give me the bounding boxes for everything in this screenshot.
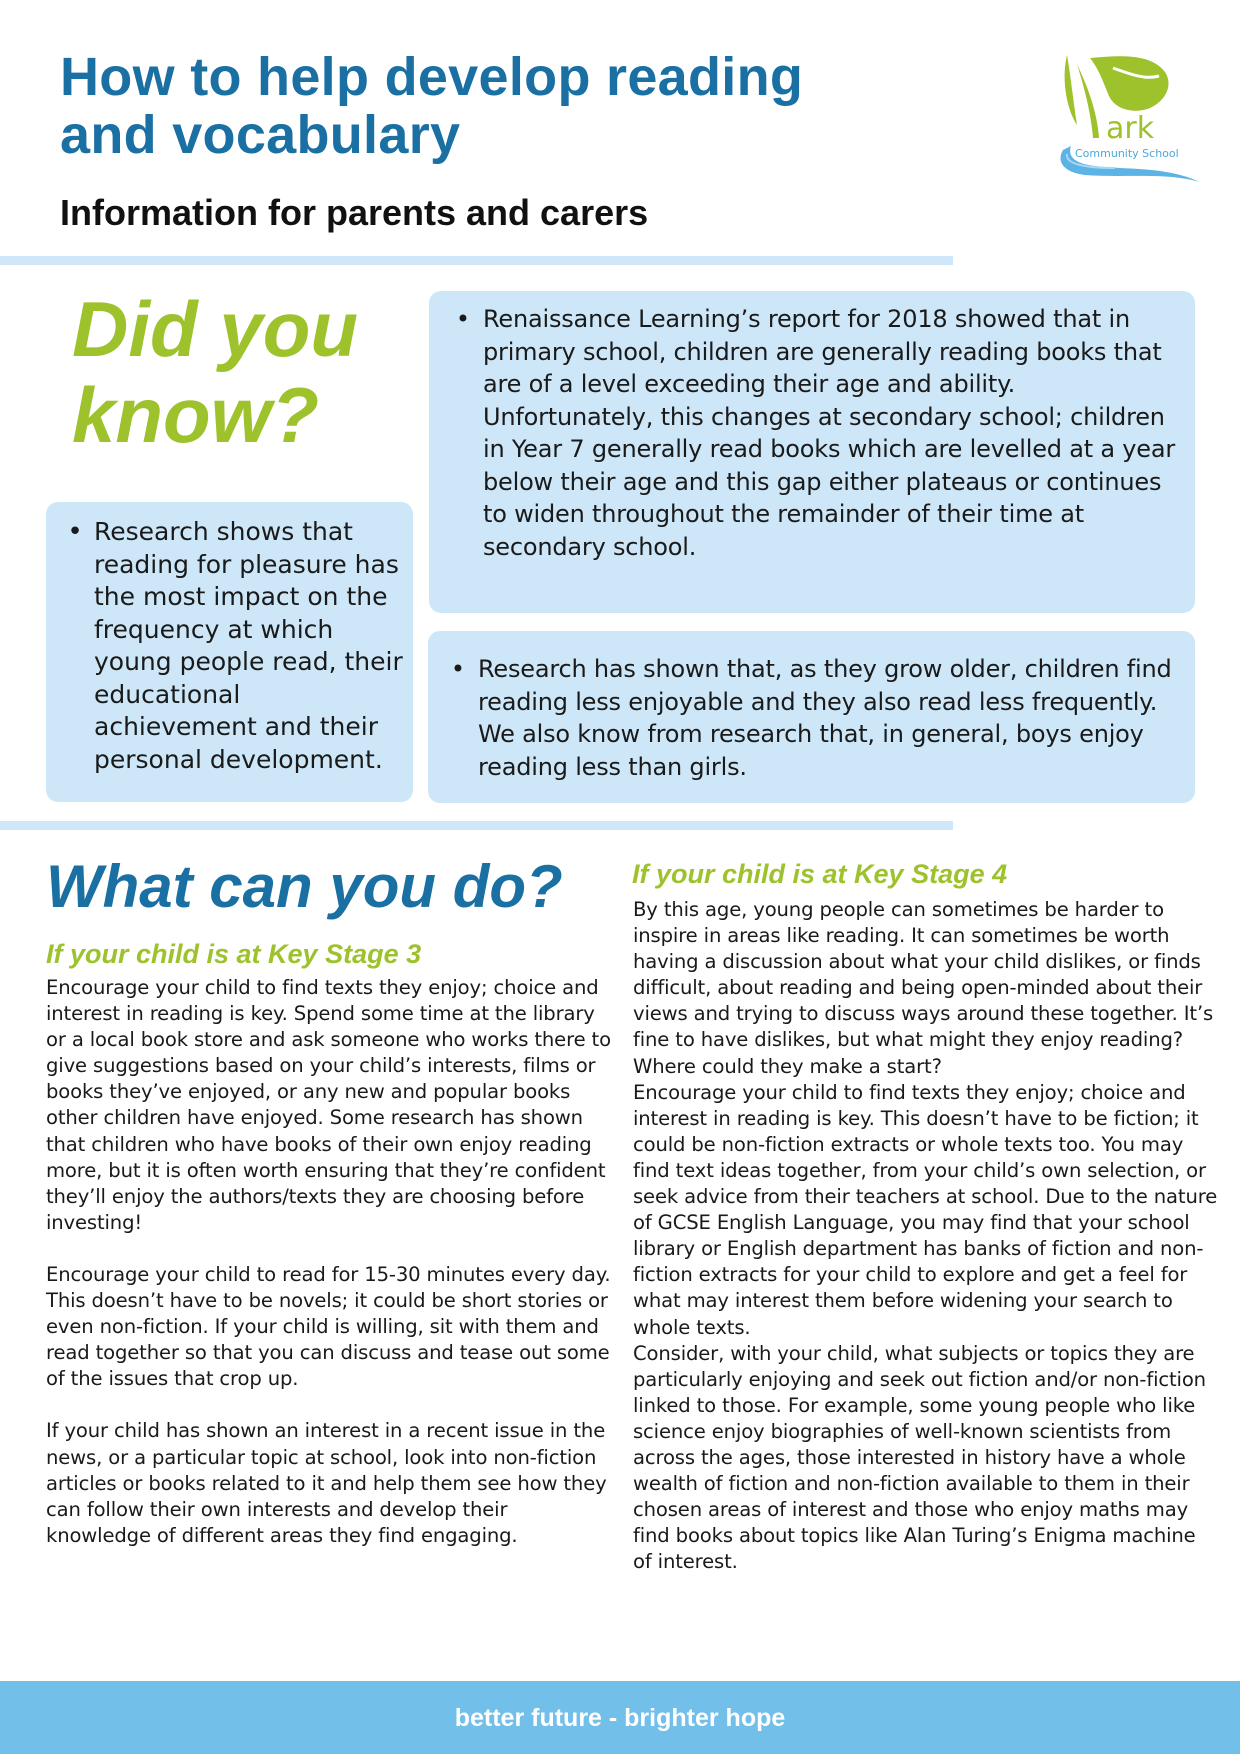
page-title-line-1: How to help develop reading bbox=[60, 47, 804, 107]
fact-text: Research shows that reading for pleasure has the most impact on the frequency at which young people read, their educational achievement and their personal development. bbox=[94, 517, 403, 774]
what-can-you-do-heading: What can you do? bbox=[46, 853, 563, 920]
fact-box-reading-for-pleasure bbox=[46, 502, 413, 802]
key-stage-3-content bbox=[46, 975, 616, 1549]
fact-text: Renaissance Learning’s report for 2018 showed that in primary school, children are generally reading books that are of a level exceeding their age and ability. Unfortunately, this changes at secondary school; children in Year 7 generally read books which are levelled at a year below their age and this gap either plateaus or continues to widen throughout the remainder of their time at secondary school. bbox=[483, 305, 1176, 561]
key-stage-3-paragraph: Encourage your child to read for 15-30 minutes every day. This doesn’t have to be novels; it could be short stories or even non-fiction. If your child is willing, sit with them and read together so that you can discuss and tease out some of the issues that crop up. bbox=[46, 1262, 611, 1391]
key-stage-4-heading: If your child is at Key Stage 4 bbox=[632, 859, 1008, 889]
bullet-icon: • bbox=[67, 517, 83, 547]
footer-motto: better future - brighter hope bbox=[454, 1704, 786, 1732]
footer-banner bbox=[0, 1681, 1240, 1754]
fact-box-renaissance-report bbox=[429, 291, 1195, 613]
key-stage-4-content bbox=[633, 897, 1218, 1575]
school-logo bbox=[1055, 50, 1215, 185]
fact-box-enjoyment-decline bbox=[428, 631, 1195, 803]
key-stage-4-paragraph: Encourage your child to find texts they enjoy; choice and interest in reading is key. This doesn’t have to be fiction; it could be non-fiction extracts or whole texts too. You may find text ideas together, from your child’s own selection, or seek advice from their teachers at school. Due to the nature of GCSE English Language, you may find that your school library or English department has banks of fiction and non-fiction extracts for your child to explore and get a feel for what may interest them before widening your search to whole texts. bbox=[633, 1080, 1218, 1339]
did-you-know-line-2: know? bbox=[72, 371, 319, 459]
key-stage-3-heading: If your child is at Key Stage 3 bbox=[46, 939, 422, 969]
fact-text: Research has shown that, as they grow older, children find reading less enjoyable and they also read less frequently. We also know from research that, in general, boys enjoy reading less than girls. bbox=[478, 655, 1172, 781]
page-subtitle: Information for parents and carers bbox=[60, 192, 649, 233]
logo-name-text: ark bbox=[1106, 111, 1155, 146]
key-stage-4-paragraph: Consider, with your child, what subjects or topics they are particularly enjoying and seek out fiction and/or non-fiction linked to those. For example, some young people who like science enjoy biographies of well-known scientists from across the ages, those interested in history have a whole wealth of fiction and non-fiction available to them in their chosen areas of interest and those who enjoy maths may find books about topics like Alan Turing’s Enigma machine of interest. bbox=[633, 1341, 1206, 1574]
did-you-know-heading bbox=[72, 286, 358, 458]
divider-top bbox=[0, 256, 953, 265]
key-stage-4-paragraph: By this age, young people can sometimes be harder to inspire in areas like reading. It can sometimes be worth having a discussion about what your child dislikes, or finds difficult, about reading and being open-minded about their views and trying to discuss ways around these together. It’s fine to have dislikes, but what might they enjoy reading? Where could they make a start? bbox=[633, 898, 1214, 1078]
key-stage-3-paragraph: If your child has shown an interest in a recent issue in the news, or a particular topic at school, look into non-fiction articles or books related to it and help them see how they can follow their own interests and develop their knowledge of different areas they find engaging. bbox=[46, 1419, 607, 1547]
leaf-logo-icon bbox=[1055, 50, 1215, 185]
did-you-know-line-1: Did you bbox=[72, 285, 358, 373]
page-title-line-2: and vocabulary bbox=[60, 105, 461, 165]
bullet-icon: • bbox=[455, 305, 471, 333]
page-title bbox=[60, 48, 960, 164]
bullet-icon: • bbox=[450, 655, 466, 683]
logo-tagline-text: Community School bbox=[1075, 147, 1179, 160]
divider-middle bbox=[0, 821, 953, 830]
key-stage-3-paragraph: Encourage your child to find texts they enjoy; choice and interest in reading is key. Spend some time at the library or a local book store and ask someone who works there to give suggestions based on your child’s interests, films or books they’ve enjoyed, or any new and popular books other children have enjoyed. Some research has shown that children who have books of their own enjoy reading more, but it is often worth ensuring that they’re confident they’ll enjoy the authors/texts they are choosing before investing! bbox=[46, 976, 611, 1234]
